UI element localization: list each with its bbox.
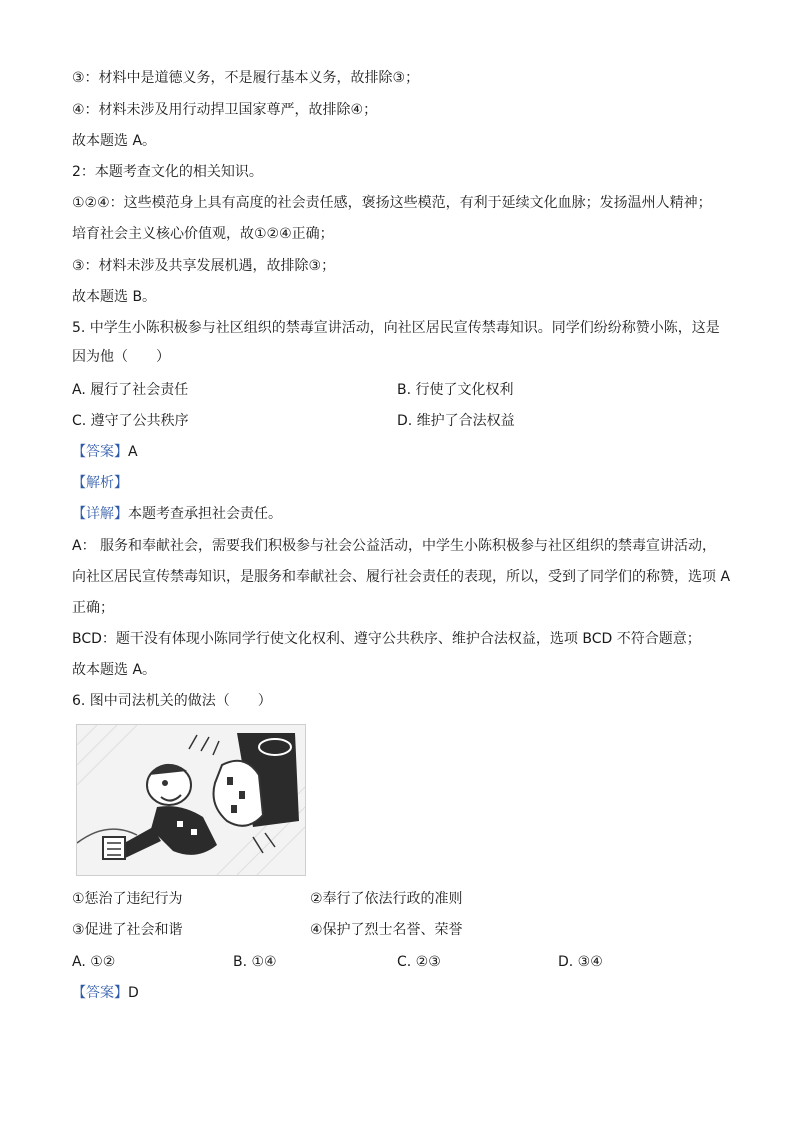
text-line: 故本题选 B。 <box>72 289 157 305</box>
q6-option-b: B. ①④ <box>233 954 277 970</box>
q6-statement-4: ④保护了烈士名誉、荣誉 <box>310 922 463 938</box>
answer-tag: 【答案】 <box>72 444 128 460</box>
analysis-tag: 【解析】 <box>72 475 128 491</box>
q5-option-c: C. 遵守了公共秩序 <box>72 413 189 429</box>
text-line: ④：材料未涉及用行动捍卫国家尊严，故排除④； <box>72 102 378 118</box>
question-5-stem-cont: 因为他（ ） <box>72 349 170 365</box>
text-line: ①②④：这些模范身上具有高度的社会责任感，褒扬这些模范，有利于延续文化血脉；发扬温州人精神； <box>72 195 712 211</box>
q6-statement-3: ③促进了社会和谐 <box>72 922 183 938</box>
q6-statement-2: ②奉行了依法行政的准则 <box>310 891 463 907</box>
text-line: 2：本题考查文化的相关知识。 <box>72 164 263 180</box>
q5-detail <box>72 504 732 524</box>
answer-value: D <box>128 985 139 1001</box>
q6-statement-1: ①惩治了违纪行为 <box>72 891 183 907</box>
q5-option-d: D. 维护了合法权益 <box>397 413 515 429</box>
text-line: 培育社会主义核心价值观，故①②④正确； <box>72 226 334 242</box>
text-line: 故本题选 A。 <box>72 133 157 149</box>
cartoon-drawing <box>77 725 305 875</box>
question-6-stem: 6. 图中司法机关的做法（ ） <box>72 693 272 709</box>
detail-line: A： 服务和奉献社会，需要我们积极参与社会公益活动，中学生小陈积极参与社区组织的禁毒宣讲活动， <box>72 538 717 554</box>
q5-answer <box>72 442 732 462</box>
question-5-stem: 5. 中学生小陈积极参与社区组织的禁毒宣讲活动，向社区居民宣传禁毒知识。同学们纷纷称赞小陈，这是 <box>72 320 720 336</box>
q6-answer <box>72 983 732 1003</box>
q6-option-a: A. ①② <box>72 954 116 970</box>
detail-intro: 本题考查承担社会责任。 <box>128 506 282 522</box>
q5-option-a: A. 履行了社会责任 <box>72 382 189 398</box>
q6-option-c: C. ②③ <box>397 954 441 970</box>
q5-option-b: B. 行使了文化权利 <box>397 382 514 398</box>
detail-line: 正确； <box>72 600 114 616</box>
answer-tag: 【答案】 <box>72 985 128 1001</box>
text-line: ③：材料未涉及共享发展机遇，故排除③； <box>72 258 336 274</box>
detail-line: 向社区居民宣传禁毒知识，是服务和奉献社会、履行社会责任的表现，所以，受到了同学们的称赞，选项 A <box>72 569 731 585</box>
cartoon-illustration <box>76 724 306 876</box>
q6-option-d: D. ③④ <box>558 954 603 970</box>
answer-value: A <box>128 444 138 460</box>
detail-line: BCD：题干没有体现小陈同学行使文化权利、遵守公共秩序、维护合法权益，选项 BCD 不符合题意； <box>72 631 701 647</box>
detail-tag: 【详解】 <box>72 506 128 522</box>
text-line: ③：材料中是道德义务，不是履行基本义务，故排除③； <box>72 70 420 86</box>
q5-analysis <box>72 473 732 493</box>
detail-line: 故本题选 A。 <box>72 662 157 678</box>
